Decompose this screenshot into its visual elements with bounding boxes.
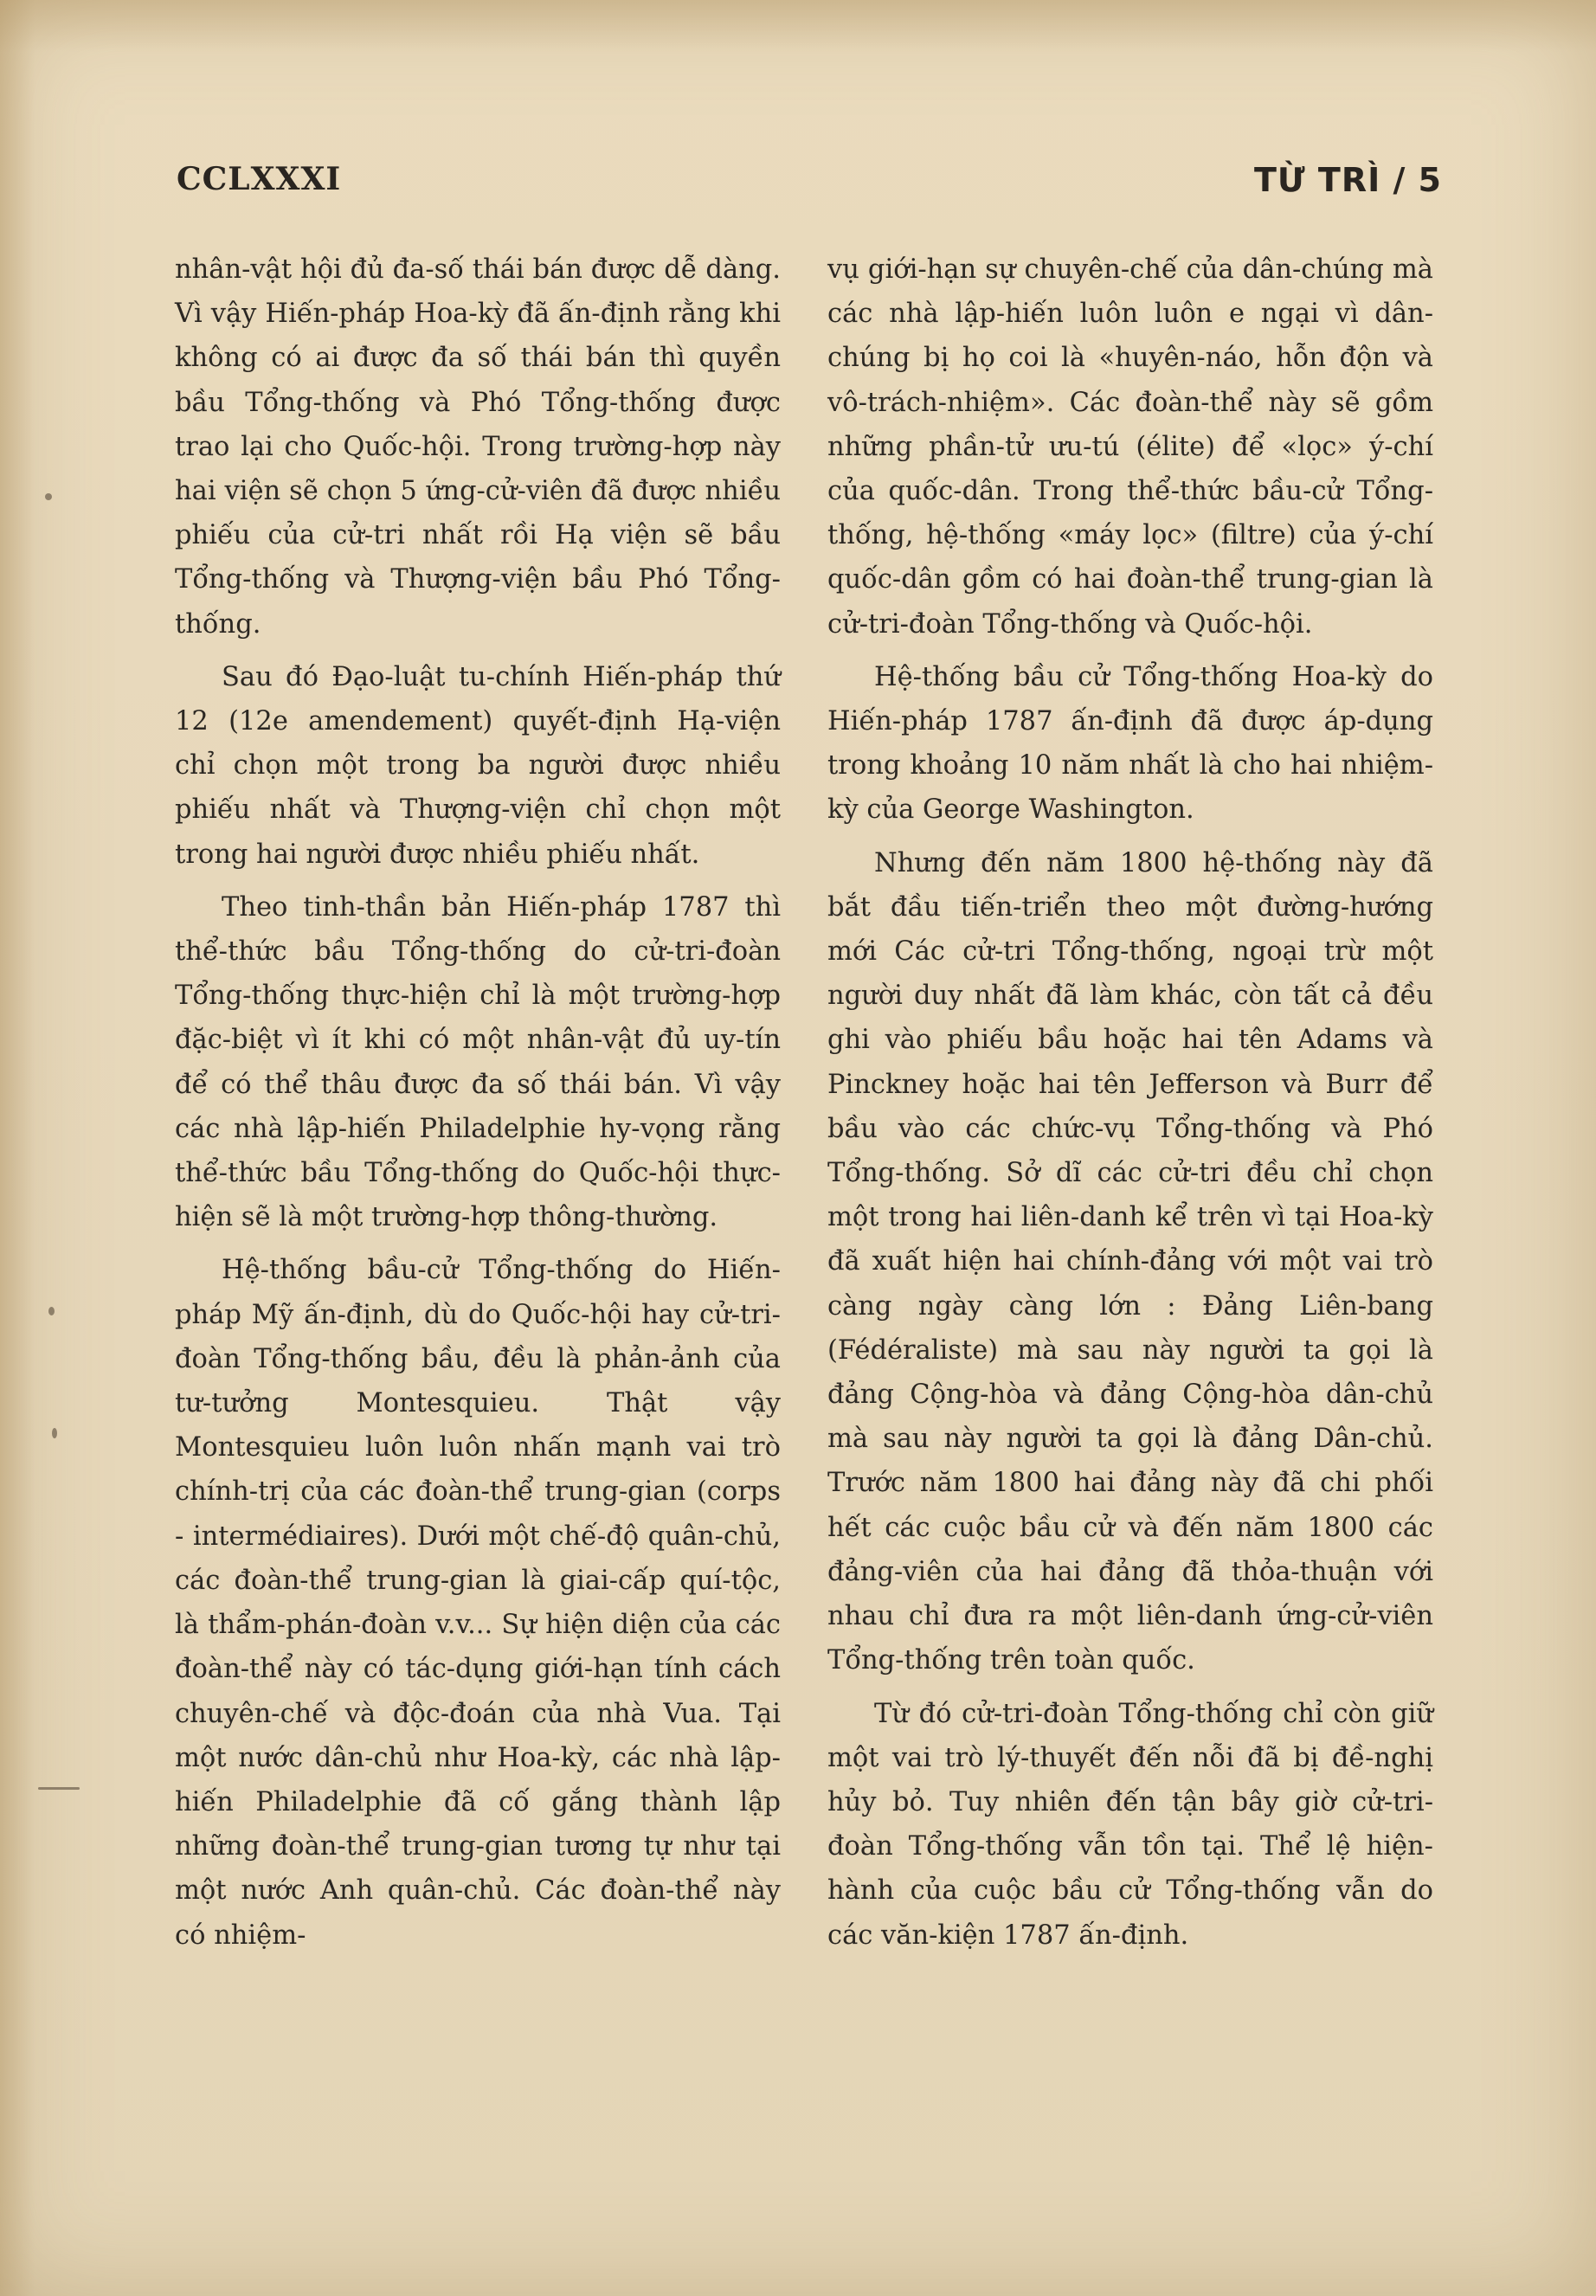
left-paragraph-3: Theo tinh-thần bản Hiến-pháp 1787 thì thể-thức bầu Tổng-thống do cử-tri-đoàn Tổng-thống thực-hiện chỉ là một trường-hợp đặc-biệt vì ít khi có một nhân-vật đủ uy-tín để có thể thâu được đa số thái bán. Vì vậy các nhà lập-hiến Philadelphie hy-vọng rằng thể-thức bầu Tổng-thống do Quốc-hội thực-hiện sẽ là một trường-hợp thông-thường. — [175, 891, 781, 1233]
paper-speck — [48, 1307, 55, 1315]
right-paragraph-2: Hệ-thống bầu cử Tổng-thống Hoa-kỳ do Hiến-pháp 1787 ấn-định đã được áp-dụng trong khoảng 10 năm nhất là cho hai nhiệm-kỳ của George Washington. — [827, 661, 1433, 826]
page-header-title-page-number: TỪ TRÌ / 5 — [1254, 161, 1442, 199]
right-column — [827, 248, 1433, 1958]
paper-speck — [38, 1787, 80, 1790]
left-paragraph-2: Sau đó Đạo-luật tu-chính Hiến-pháp thứ 12 (12e amendement) quyết-định Hạ-viện chỉ chọn một trong ba người được nhiều phiếu nhất và Thượng-viện chỉ chọn một trong hai người được nhiều phiếu nhất. — [175, 661, 781, 870]
page-edge-shadow-top — [0, 0, 1596, 52]
left-paragraph-4: Hệ-thống bầu-cử Tổng-thống do Hiến-pháp Mỹ ấn-định, dù do Quốc-hội hay cử-tri-đoàn Tổng-thống bầu, đều là phản-ảnh của tư-tưởng Montesquieu. Thật vậy Montesquieu luôn luôn nhấn mạnh vai trò chính-trị của các đoàn-thể trung-gian (corps - intermédiaires). Dưới một chế-độ quân-chủ, các đoàn-thể trung-gian là giai-cấp quí-tộc, là thẩm-phán-đoàn v.v... Sự hiện diện của các đoàn-thể này có tác-dụng giới-hạn tính cách chuyên-chế và độc-đoán của nhà Vua. Tại một nước dân-chủ như Hoa-kỳ, các nhà lập-hiến Philadelphie đã cố gắng thành lập những đoàn-thể trung-gian tương tự như tại một nước Anh quân-chủ. Các đoàn-thể này có nhiệm- — [175, 1255, 781, 1951]
right-paragraph-3: Nhưng đến năm 1800 hệ-thống này đã bắt đầu tiến-triển theo một đường-hướng mới Các cử-tri Tổng-thống, ngoại trừ một người duy nhất đã làm khác, còn tất cả đều ghi vào phiếu bầu hoặc hai tên Adams và Pinckney hoặc hai tên Jefferson và Burr để bầu vào các chức-vụ Tổng-thống và Phó Tổng-thống. Sở dĩ các cử-tri đều chỉ chọn một trong hai liên-danh kể trên vì tại Hoa-kỳ đã xuất hiện hai chính-đảng với một vai trò càng ngày càng lớn : Đảng Liên-bang (Fédéraliste) mà sau này người ta gọi là đảng Cộng-hòa và đảng Cộng-hòa dân-chủ mà sau này người ta gọi là đảng Dân-chủ. Trước năm 1800 hai đảng này đã chi phối hết các cuộc bầu cử và đến năm 1800 các đảng-viên của hai đảng đã thỏa-thuận với nhau chỉ đưa ra một liên-danh ứng-cử-viên Tổng-thống trên toàn quốc. — [827, 847, 1433, 1676]
paper-speck — [52, 1428, 57, 1438]
right-paragraph-1: vụ giới-hạn sự chuyên-chế của dân-chúng mà các nhà lập-hiến luôn luôn e ngại vì dân-chúng bị họ coi là «huyên-náo, hỗn độn và vô-trách-nhiệm». Các đoàn-thể này sẽ gồm những phần-tử ưu-tú (élite) để «lọc» ý-chí của quốc-dân. Trong thể-thức bầu-cử Tổng-thống, hệ-thống «máy lọc» (filtre) của ý-chí quốc-dân gồm có hai đoàn-thể trung-gian là cử-tri-đoàn Tổng-thống và Quốc-hội. — [827, 254, 1433, 640]
left-column — [175, 248, 781, 1958]
right-paragraph-4: Từ đó cử-tri-đoàn Tổng-thống chỉ còn giữ một vai trò lý-thuyết đến nỗi đã bị đề-nghị hủy bỏ. Tuy nhiên đến tận bây giờ cử-tri-đoàn Tổng-thống vẫn tồn tại. Thể lệ hiện-hành của cuộc bầu cử Tổng-thống vẫn do các văn-kiện 1787 ấn-định. — [827, 1698, 1433, 1951]
paper-speck — [45, 493, 52, 500]
page-header-roman-numeral: CCLXXXI — [177, 161, 342, 197]
left-paragraph-1: nhân-vật hội đủ đa-số thái bán được dễ dàng. Vì vậy Hiến-pháp Hoa-kỳ đã ấn-định rằng khi không có ai được đa số thái bán thì quyền bầu Tổng-thống và Phó Tổng-thống được trao lại cho Quốc-hội. Trong trường-hợp này hai viện sẽ chọn 5 ứng-cử-viên đã được nhiều phiếu của cử-tri nhất rồi Hạ viện sẽ bầu Tổng-thống và Thượng-viện bầu Phó Tổng-thống. — [175, 254, 781, 640]
page-edge-shadow-left — [0, 0, 35, 2296]
